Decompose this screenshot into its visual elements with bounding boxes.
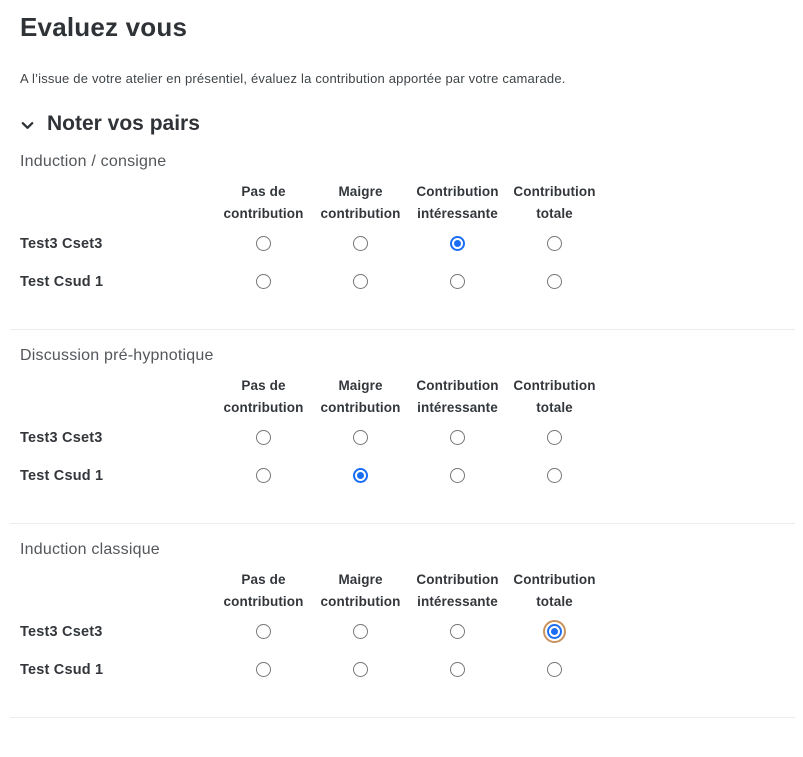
section-title: Noter vos pairs (47, 112, 200, 135)
column-header: Pas de contribution (223, 572, 304, 609)
table-row (20, 651, 603, 689)
radio-button[interactable] (256, 430, 271, 445)
radio-button[interactable] (256, 468, 271, 483)
radio-button[interactable] (256, 236, 271, 251)
table-row (20, 225, 603, 263)
radio-button[interactable] (547, 624, 562, 639)
question-group-induction-classique (0, 541, 803, 718)
radio-button[interactable] (256, 662, 271, 677)
radio-button[interactable] (547, 274, 562, 289)
radio-button[interactable] (450, 274, 465, 289)
column-header: Contribution intéressante (416, 572, 499, 609)
divider (10, 523, 795, 524)
question-group-discussion-pre-hypnotique (0, 347, 803, 524)
column-header: Pas de contribution (223, 184, 304, 221)
radio-button[interactable] (450, 624, 465, 639)
radio-button[interactable] (547, 662, 562, 677)
row-label: Test Csud 1 (20, 274, 104, 290)
row-label: Test3 Cset3 (20, 430, 103, 446)
group-label: Induction classique (20, 541, 160, 558)
page-title: Evaluez vous (20, 12, 188, 42)
column-header: Maigre contribution (320, 184, 401, 221)
radio-button[interactable] (547, 468, 562, 483)
column-header: Contribution totale (513, 184, 596, 221)
row-label: Test3 Cset3 (20, 624, 103, 640)
radio-button[interactable] (353, 274, 368, 289)
divider (10, 717, 795, 718)
radio-button[interactable] (353, 430, 368, 445)
group-label: Induction / consigne (20, 153, 167, 170)
table-row (20, 457, 603, 495)
radio-button[interactable] (256, 624, 271, 639)
radio-button[interactable] (547, 236, 562, 251)
table-row (20, 613, 603, 651)
group-label: Discussion pré-hypnotique (20, 347, 214, 364)
empty-corner-cell (20, 569, 215, 613)
column-header: Maigre contribution (320, 378, 401, 415)
rating-table (20, 375, 603, 495)
divider (10, 329, 795, 330)
radio-button[interactable] (547, 430, 562, 445)
column-header: Contribution totale (513, 572, 596, 609)
empty-corner-cell (20, 375, 215, 419)
page-description: A l’issue de votre atelier en présentiel, évaluez la contribution apportée par votre camarade. (20, 71, 566, 86)
rating-table (20, 181, 603, 301)
radio-button[interactable] (353, 624, 368, 639)
column-header: Contribution intéressante (416, 378, 499, 415)
radio-button[interactable] (353, 662, 368, 677)
row-label: Test Csud 1 (20, 662, 104, 678)
column-header: Pas de contribution (223, 378, 304, 415)
column-header: Contribution intéressante (416, 184, 499, 221)
radio-button[interactable] (353, 468, 368, 483)
row-label: Test Csud 1 (20, 468, 104, 484)
section-toggle-noter-vos-pairs[interactable] (20, 112, 783, 136)
row-label: Test3 Cset3 (20, 236, 103, 252)
radio-button[interactable] (450, 468, 465, 483)
chevron-down-icon (20, 118, 35, 133)
table-row (20, 419, 603, 457)
radio-button[interactable] (256, 274, 271, 289)
table-row (20, 263, 603, 301)
rating-table (20, 569, 603, 689)
radio-button[interactable] (450, 662, 465, 677)
question-group-induction-consigne (0, 153, 803, 330)
radio-button[interactable] (353, 236, 368, 251)
radio-button[interactable] (450, 236, 465, 251)
radio-button[interactable] (450, 430, 465, 445)
column-header: Contribution totale (513, 378, 596, 415)
column-header: Maigre contribution (320, 572, 401, 609)
empty-corner-cell (20, 181, 215, 225)
